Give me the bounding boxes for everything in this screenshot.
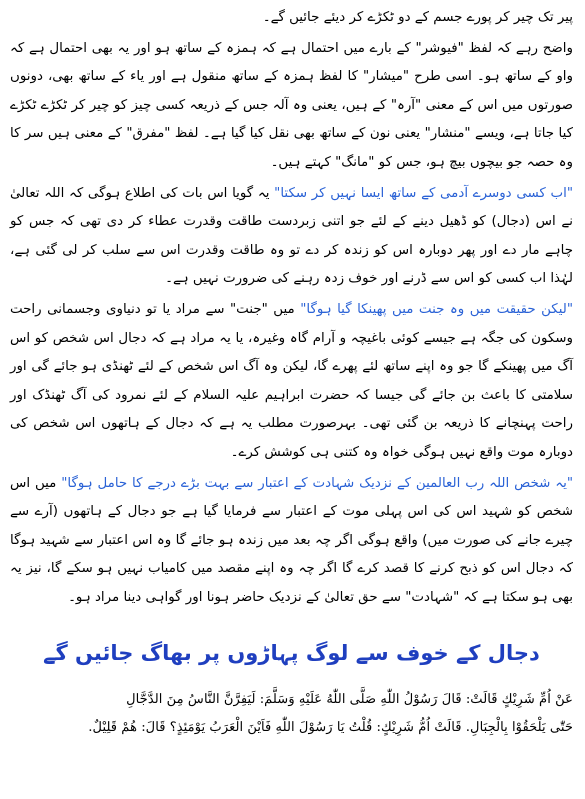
hadith-line-2: حَتّٰى يَلْحَقُوْا بِالْجِبَالِ. قَالَتْ اُمُّ شَرِيْكٍ: قُلْتُ يَا رَسُوْلَ اللّٰهِ فَاَيْنَ الْعَرَبُ يَوْمَئِذٍ؟ قَالَ: هُمْ قَلِيْلٌ. — [88, 720, 573, 736]
paragraph-3-text: یہ گویا اس بات کی اطلاع ہوگی کہ اللہ تعالیٰ نے اس (دجال) کو ڈھیل دینے کے لئے جو اتنی زبردست طاقت وقدرت عطاء کر دی تھی کہ جس کو چاہے مار دے اور پھر دوبارہ اس کو زندہ کر دے تو وہ طاقت وقدرت اس سے سلب کر لی گئی ہے، لہٰذا اب کسی کو اس سے ڈرنے اور خوف زدہ رہنے کی ضرورت نہیں ہے۔ — [10, 185, 573, 287]
section-heading: دجال کے خوف سے لوگ پہاڑوں پر بھاگ جائیں گے — [43, 641, 540, 666]
paragraph-1 — [10, 4, 573, 33]
paragraph-4-lead: "لیکن حقیقت میں وہ جنت میں پھینکا گیا ہوگا" — [300, 301, 573, 317]
paragraph-5-text: میں اس شخص کو شہید اس کی اس پہلی موت کے اعتبار سے فرمایا گیا ہے جو دجال کے ہاتھوں (آرے سے چیرے جانے کی صورت میں) واقع ہوگی اگر چہ بعد میں زندہ ہو جائے گا وہ اس اعتبار سے شہید ہوگا کہ دجال اس کو ذبح کرنے کا قصد کرے گا اگر چہ وہ اپنے مقصد میں کامیاب نہیں ہو سکے گا، نیز یہ بھی ہو سکتا ہے کہ "شہادت" سے حق تعالیٰ کے نزدیک حاضر ہونا اور گواہی دینا مراد ہو۔ — [10, 475, 573, 605]
paragraph-4 — [10, 296, 573, 468]
paragraph-2 — [10, 35, 573, 178]
paragraph-5 — [10, 470, 573, 613]
hadith-line-1: عَنْ اُمِّ شَرِيْكٍ قَالَتْ: قَالَ رَسُوْلُ اللّٰهِ صَلَّى اللّٰهُ عَلَيْهِ وَسَلَّمَ: لَيَفِرَّنَّ النَّاسُ مِنَ الدَّجَّالِ — [126, 692, 573, 708]
paragraph-4-text: میں "جنت" سے مراد یا تو دنیاوی وجسمانی راحت وسکون کی جگہ ہے جیسے کوئی باغیچہ و آرام گاہ وغیرہ، یا یہ مراد ہے کہ دجال اس شخص کو اس آگ میں پھینکے گا جو وہ اپنے ساتھ لئے پھرے گا، لیکن وہ آگ اس شخص کے لئے ٹھنڈی ہو جائے گی اور سلامتی کا باعث بن جائے گی جیسا کہ حضرت ابراہیم علیہ السلام کے لئے نمرود کی آگ ٹھنڈک اور راحت پہنچانے کا ذریعہ بن گئی تھی۔ بہرصورت مطلب یہ ہے کہ دجال کے ہاتھوں اس شخص کی دوبارہ موت واقع نہیں ہوگی خواہ وہ کتنی ہی کوشش کرے۔ — [10, 301, 573, 460]
paragraph-3-lead: "اب کسی دوسرے آدمی کے ساتھ ایسا نہیں کر سکتا" — [274, 185, 573, 201]
paragraph-2-text: واضح رہے کہ لفظ "فیوشر" کے بارے میں احتمال ہے کہ ہمزہ کے ساتھ ہو اور یہ بھی احتمال ہے کہ واو کے ساتھ ہو۔ اسی طرح "میشار" کا لفظ ہمزہ کے ساتھ منقول ہے اور یاء کے ساتھ بھی، دونوں صورتوں میں اس کے معنی "آرہ" کے ہیں، یعنی وہ آلہ جس کے ذریعہ کسی چیز کو چیر کر ٹکڑے ٹکڑے کیا جاتا ہے، ویسے "منشار" یعنی نون کے ساتھ بھی نقل کیا گیا ہے۔ لفظ "مفرق" کے معنی ہیں سر کا وہ حصہ جو بیچوں بیچ ہو، جس کو "مانگ" کہتے ہیں۔ — [10, 40, 573, 170]
paragraph-1-text: پیر تک چیر کر پورے جسم کے دو ٹکڑے کر دیئے جائیں گے۔ — [262, 10, 573, 25]
paragraph-5-lead: "یہ شخص اللہ رب العالمین کے نزدیک شہادت کے اعتبار سے بہت بڑے درجے کا حامل ہوگا" — [61, 475, 573, 491]
paragraph-3 — [10, 180, 573, 294]
